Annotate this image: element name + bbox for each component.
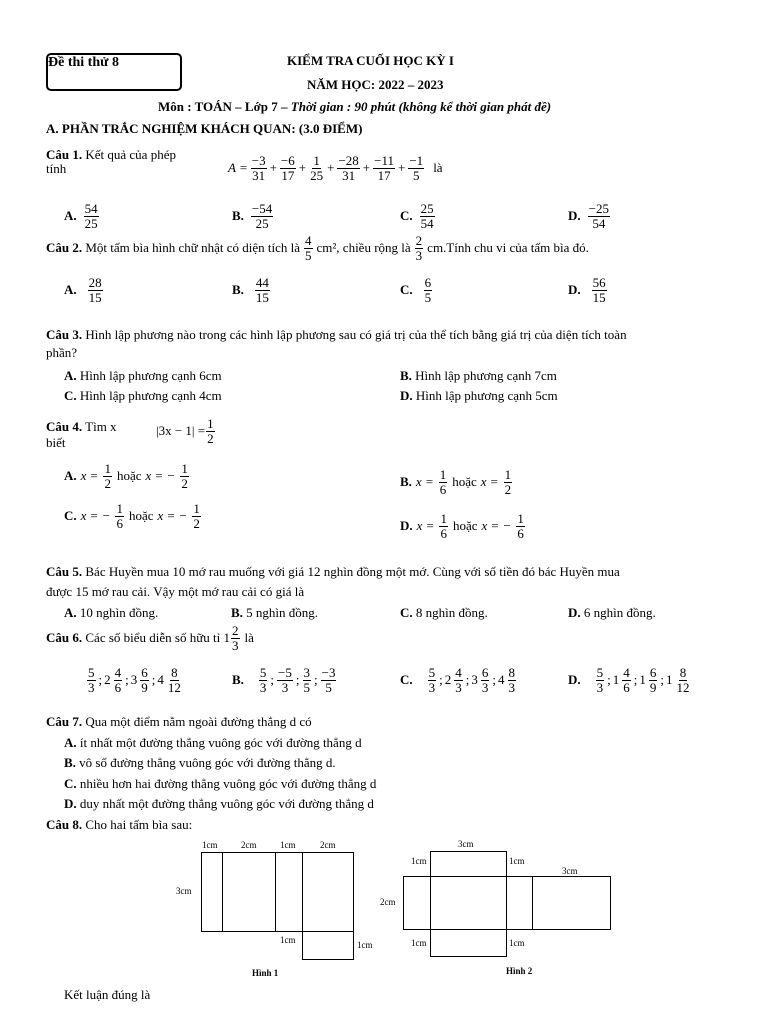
q6-item-fraction-num: 4 (455, 665, 462, 680)
q4-x1-fraction-den: 6 (440, 525, 447, 541)
q6-item-fraction-num: 5 (596, 665, 604, 680)
fig2-left-top-label: 1cm (411, 856, 427, 866)
q1-term-fraction (408, 154, 424, 182)
q2-option-fraction (88, 276, 103, 304)
q4-option-d[interactable] (400, 512, 526, 540)
q1-tail: là (433, 160, 443, 176)
q2-option-letter: B. (232, 282, 244, 298)
q4-x2-prefix: x = − (481, 518, 512, 534)
q7-option-a[interactable]: A. ít nhất một đường thẳng vuông góc với đường thẳng d (64, 735, 362, 750)
q1-text-line2: tính (46, 161, 67, 176)
q1-term-fraction-num: 1 (313, 153, 320, 168)
q4-eq-fraction: $\frac{1}{2}$ (207, 416, 214, 446)
q1-term-sign: + (362, 160, 371, 176)
q4-x2-fraction-num: 1 (517, 511, 524, 526)
q6-label: Câu 6. (46, 630, 83, 646)
q6-item-fraction-num: −5 (278, 665, 292, 680)
q1-option-letter: B. (232, 208, 244, 224)
q6-separator: ; (465, 672, 470, 688)
q6-item-fraction-den: 3 (259, 679, 267, 695)
q1-option-c[interactable] (400, 202, 436, 230)
q3-option-d[interactable]: D. Hình lập phương cạnh 5cm (400, 388, 558, 403)
q6-whole-part: 4 (157, 672, 164, 688)
fig2-face-right (506, 876, 533, 930)
q7-option-c[interactable]: C. nhiều hơn hai đường thẳng vuông góc với đường thẳng d (64, 776, 377, 791)
q5-question (46, 562, 620, 602)
q1-option-fraction-num: −25 (588, 201, 609, 216)
q6-item-fraction-den: 3 (481, 679, 489, 695)
q1-term-fraction-num: −3 (251, 153, 266, 168)
q7-label: Câu 7. (46, 714, 83, 729)
q6-whole-part: 3 (130, 672, 138, 688)
q6-item-fraction-den: 3 (508, 679, 516, 695)
q6-item-fraction (321, 666, 337, 694)
exam-year: NĂM HỌC: 2022 – 2023 (307, 77, 444, 92)
fig2-right-bottom-label: 1cm (509, 938, 525, 948)
q4-text1: Tìm x (85, 419, 117, 434)
section-a-heading: A. PHẦN TRẮC NGHIỆM KHÁCH QUAN: (3.0 ĐIỂM) (46, 121, 363, 136)
exam-label: Đề thi thử 8 (48, 55, 120, 70)
q4-x1-fraction-num: 1 (440, 511, 447, 526)
fig1-face-2 (222, 852, 276, 932)
q1-term-sign: + (269, 160, 277, 176)
q1-term-fraction-num: −6 (280, 153, 295, 168)
q6-item-fraction-num: 8 (679, 665, 687, 680)
q1-text-line1: Kết quả của phép (85, 147, 176, 162)
q6-item-fraction (454, 666, 463, 694)
fig2-side-label: 3cm (562, 866, 578, 876)
q4-question (46, 419, 117, 451)
q6-item-fraction (167, 666, 182, 694)
q6-item-fraction (87, 666, 96, 694)
q6-option-b[interactable] (232, 666, 337, 694)
q6-item-fraction (114, 666, 123, 694)
fig1-left-label: 3cm (176, 886, 192, 896)
q4-x1-fraction-den: 2 (104, 475, 111, 491)
q1-option-fraction-den: 25 (84, 215, 98, 231)
q6-whole-part: 2 (104, 672, 111, 688)
fig2-left-bottom-label: 1cm (411, 938, 427, 948)
q4-x1-fraction-num: 1 (439, 467, 447, 482)
q6-separator: ; (295, 672, 300, 688)
fig1-top-label-3: 1cm (280, 840, 296, 850)
q2-option-fraction-den: 15 (255, 289, 269, 305)
subject-prefix: Môn : TOÁN – Lớp 7 – (158, 99, 291, 114)
q6-item-fraction (622, 666, 631, 694)
q6-whole-part: 3 (471, 672, 478, 688)
q4-eq-lhs: |3x − 1| = (156, 423, 206, 439)
exam-title: KIỂM TRA CUỐI HỌC KỲ I (287, 53, 454, 68)
q1-expr-lhs: A = (228, 160, 248, 176)
q2-label: Câu 2. (46, 240, 83, 256)
fig2-caption: Hình 2 (506, 966, 533, 976)
q4-option-letter: D. (400, 518, 413, 534)
q1-option-fraction-den: 25 (255, 215, 269, 231)
q6-mixed-whole: 1 (223, 630, 230, 646)
q4-x2-fraction-den: 6 (517, 525, 524, 541)
q1-option-fraction (588, 202, 610, 230)
q4-label: Câu 4. (46, 419, 83, 434)
q1-option-b[interactable] (232, 202, 274, 230)
q4-x1-fraction (439, 468, 448, 496)
q2-option-fraction (592, 276, 607, 304)
fig1-top-label-1: 1cm (202, 840, 218, 850)
q1-term-fraction (373, 154, 395, 182)
q2-option-fraction (424, 276, 433, 304)
q2-text1: Một tấm bìa hình chữ nhật có diện tích là (85, 240, 301, 256)
q4-or-text: hoặc (452, 518, 478, 534)
q6-option-letter: D. (568, 672, 581, 688)
q1-term-sign: + (398, 160, 406, 176)
q6-item-fraction-den: 3 (596, 679, 604, 695)
q1-term-fraction-num: −28 (338, 153, 359, 168)
fig1-right-label: 1cm (357, 940, 373, 950)
q1-option-fraction (420, 202, 435, 230)
q6-whole-part: 1 (612, 672, 620, 688)
q6-separator: ; (633, 672, 638, 688)
q4-x2-prefix: x = − (157, 508, 188, 524)
q6-item-fraction-num: 6 (481, 665, 489, 680)
q1-option-d[interactable] (568, 202, 611, 230)
q4-x2-prefix: x = (480, 474, 499, 490)
q4-x1-fraction-num: 1 (104, 461, 111, 476)
q6-item-fraction-num: 8 (508, 665, 516, 680)
q6-item-fraction (428, 666, 437, 694)
fig1-bottom-label: 1cm (280, 935, 296, 945)
q6-whole-part: 2 (444, 672, 452, 688)
q4-equation (156, 417, 216, 445)
q6-separator: ; (660, 672, 665, 688)
q4-text2: biết (46, 435, 66, 450)
q3-label: Câu 3. (46, 327, 83, 342)
fig2-face-left (403, 876, 431, 930)
q5-option-b[interactable]: B. 5 nghìn đồng. (231, 605, 319, 620)
q6-whole-part: 4 (498, 672, 505, 688)
q2-text3: cm.Tính chu vi của tấm bìa đó. (427, 240, 589, 256)
q3-line2: phần? (46, 345, 78, 360)
q2-text2: cm², chiều rộng là (316, 240, 411, 256)
q6-item-fraction-den: 5 (325, 679, 332, 695)
q1-option-fraction-num: 25 (420, 201, 434, 216)
q6-item-fraction-num: 5 (428, 665, 436, 680)
q2-width-fraction: $\frac{2}{3}$ (415, 233, 423, 263)
q5-line1: Bác Huyền mua 10 mớ rau muống với giá 12 nghìn đồng một mớ. Cùng với số tiền đó bác Huyền mua (85, 564, 620, 579)
q4-x2-fraction-num: 1 (181, 461, 188, 476)
fig2-left-mid-label: 2cm (380, 897, 396, 907)
q6-item-fraction-den: 3 (88, 679, 95, 695)
q1-term-fraction (280, 154, 296, 182)
q4-x1-prefix: x = − (80, 508, 111, 524)
q6-item-fraction-den: 5 (303, 679, 311, 695)
q6-item-fraction-den: 12 (167, 679, 181, 695)
q2-option-b[interactable] (232, 276, 271, 304)
q2-option-fraction-num: 44 (255, 275, 269, 290)
q6-item-fraction-num: 5 (88, 665, 95, 680)
q6-mixed-fraction: $\frac{2}{3}$ (232, 623, 239, 653)
q4-option-b[interactable] (400, 468, 513, 496)
q6-option-a[interactable] (64, 666, 183, 694)
q6-separator: ; (151, 672, 156, 688)
q1-term-fraction (309, 154, 324, 182)
fig1-top-label-2: 2cm (241, 840, 257, 850)
q4-or-text: hoặc (128, 508, 154, 524)
q6-option-letter: C. (400, 672, 413, 688)
q6-item-fraction-num: 4 (623, 665, 630, 680)
q6-separator: ; (125, 672, 129, 688)
q6-item-fraction-den: 6 (623, 679, 630, 695)
q1-label: Câu 1. (46, 147, 83, 162)
q1-option-letter: A. (64, 208, 77, 224)
q2-option-letter: A. (64, 282, 77, 298)
q1-option-fraction (84, 202, 99, 230)
q8-conclusion: Kết luận đúng là (64, 987, 151, 1002)
q2-option-fraction-den: 15 (88, 289, 102, 305)
q7-option-d[interactable]: D. duy nhất một đường thẳng vuông góc với đường thẳng d (64, 796, 374, 811)
q6-item-fraction-den: 9 (141, 679, 148, 695)
q1-term-fraction-den: 31 (342, 167, 356, 183)
q5-label: Câu 5. (46, 564, 83, 579)
q6-separator: ; (98, 672, 103, 688)
q1-term-fraction-den: 5 (413, 167, 420, 183)
fig1-face-4 (302, 852, 354, 932)
q6-whole-part: 1 (666, 672, 673, 688)
q5-option-c[interactable]: C. 8 nghìn đồng. (400, 605, 488, 620)
q6-item-fraction (649, 666, 658, 694)
q1-term-fraction-num: −1 (409, 153, 424, 168)
q4-x1-prefix: x = (80, 468, 99, 484)
q1-option-fraction-num: 54 (84, 201, 98, 216)
q3-line1: Hình lập phương nào trong các hình lập phương sau có giá trị của thể tích bằng giá trị của diện tích toàn (85, 327, 627, 342)
q2-question (46, 234, 589, 262)
q6-item-fraction-num: 6 (649, 665, 657, 680)
q4-x1-fraction-num: 1 (116, 501, 123, 516)
q6-item-fraction-den: 6 (114, 679, 122, 695)
q7-option-b[interactable]: B. vô số đường thẳng vuông góc với đường thẳng d. (64, 755, 336, 770)
q4-x1-fraction (439, 512, 448, 540)
q1-option-fraction-den: 54 (592, 215, 606, 231)
q1-term-fraction-den: 31 (252, 167, 266, 183)
q6-text: Các số biểu diễn số hữu tỉ (85, 630, 221, 646)
q4-x2-prefix: x = − (145, 468, 176, 484)
q4-x1-prefix: x = (416, 518, 435, 534)
q6-question (46, 624, 254, 652)
q6-item-fraction-den: 12 (676, 679, 690, 695)
q4-x2-fraction (504, 468, 513, 496)
q6-item-fraction-num: 3 (303, 665, 311, 680)
q1-option-fraction-den: 54 (420, 215, 434, 231)
q6-tail: là (244, 630, 254, 646)
q4-x2-fraction-den: 2 (193, 515, 200, 531)
q4-x2-fraction-num: 1 (504, 467, 512, 482)
q4-option-a[interactable] (64, 462, 190, 490)
q4-x1-prefix: x = (415, 474, 434, 490)
q8-text: Cho hai tấm bìa sau: (85, 817, 193, 832)
q6-option-d[interactable] (568, 666, 692, 694)
fig1-top-label-4: 2cm (320, 840, 336, 850)
q1-term-fraction (251, 154, 267, 182)
q3-option-b[interactable]: B. Hình lập phương cạnh 7cm (400, 368, 557, 383)
q6-item-fraction-den: 3 (428, 679, 436, 695)
q8-label: Câu 8. (46, 817, 83, 832)
q6-separator: ; (492, 672, 497, 688)
q2-option-letter: D. (568, 282, 581, 298)
q1-expression (228, 154, 443, 182)
q6-item-fraction-den: 3 (455, 679, 462, 695)
fig2-top-face (430, 851, 507, 877)
fig2-bottom-face (430, 929, 507, 957)
q5-option-a[interactable]: A. 10 nghìn đồng. (64, 605, 159, 620)
q4-x2-fraction-num: 1 (193, 501, 200, 516)
q4-option-letter: B. (400, 474, 412, 490)
q5-option-d[interactable]: D. 6 nghìn đồng. (568, 605, 656, 620)
q4-or-text: hoặc (452, 474, 477, 490)
q6-item-fraction (596, 666, 605, 694)
q6-item-fraction-num: −3 (321, 665, 336, 680)
q4-x1-fraction-den: 6 (439, 481, 447, 497)
q6-separator: ; (439, 672, 443, 688)
q4-x2-fraction-den: 2 (504, 481, 512, 497)
q6-item-fraction-num: 6 (141, 665, 148, 680)
q2-option-fraction-num: 6 (424, 275, 432, 290)
q6-item-fraction (303, 666, 312, 694)
q3-option-c[interactable]: C. Hình lập phương cạnh 4cm (64, 388, 222, 403)
q8-question (46, 817, 192, 833)
q2-option-c[interactable] (400, 276, 433, 304)
q2-option-fraction-num: 56 (592, 275, 606, 290)
q6-item-fraction (481, 666, 490, 694)
q1-term-fraction-den: 17 (377, 167, 391, 183)
q4-x2-fraction (180, 462, 189, 490)
q1-option-letter: C. (400, 208, 413, 224)
q4-x2-fraction (516, 512, 525, 540)
q1-term-sign: + (298, 160, 307, 176)
q6-item-fraction (508, 666, 517, 694)
fig1-caption: Hình 1 (252, 968, 279, 978)
q6-item-fraction (277, 666, 293, 694)
q6-item-fraction (140, 666, 149, 694)
fig2-face-far-right (532, 876, 611, 930)
fig2-face-center (430, 876, 507, 930)
q6-separator: ; (314, 672, 318, 688)
q1-term-sign: + (327, 160, 335, 176)
q2-option-fraction-den: 15 (592, 289, 606, 305)
q4-x1-fraction-den: 6 (116, 515, 123, 531)
fig1-face-5 (302, 931, 354, 960)
fig2-top-label: 3cm (458, 839, 474, 849)
q1-option-a[interactable] (64, 202, 100, 230)
q3-option-a[interactable]: A. Hình lập phương cạnh 6cm (64, 368, 222, 383)
q4-x2-fraction (192, 502, 201, 530)
exam-subject (158, 99, 551, 115)
q6-item-fraction-num: 8 (171, 665, 178, 680)
fig2-right-top-label: 1cm (509, 856, 525, 866)
q4-x1-fraction (115, 502, 124, 530)
q6-option-letter: B. (232, 672, 244, 688)
q2-area-fraction: $\frac{4}{5}$ (305, 233, 312, 263)
q1-option-letter: D. (568, 208, 581, 224)
fig1-face-3 (275, 852, 303, 932)
q1-term-fraction-den: 25 (310, 167, 324, 183)
q6-separator: ; (607, 672, 611, 688)
q2-option-fraction-den: 5 (424, 289, 432, 305)
q2-option-d[interactable] (568, 276, 608, 304)
q2-option-fraction (255, 276, 270, 304)
q6-item-fraction (676, 666, 691, 694)
q6-option-c[interactable] (400, 666, 517, 694)
q4-or-text: hoặc (116, 468, 142, 484)
q1-option-fraction (251, 202, 273, 230)
q1-term-fraction-den: 17 (281, 167, 295, 183)
q7-question (46, 714, 312, 730)
q2-option-letter: C. (400, 282, 413, 298)
q1-term-fraction (337, 154, 359, 182)
q1-option-fraction-num: −54 (251, 201, 273, 216)
q3-question (46, 326, 627, 362)
q1-terms (250, 154, 425, 182)
subject-time: Thời gian : 90 phút (không kể thời gian phát đề) (290, 99, 552, 114)
q4-option-c[interactable] (64, 502, 202, 530)
q7-text: Qua một điểm nằm ngoài đường thẳng d có (85, 714, 312, 729)
q2-option-a[interactable] (64, 276, 104, 304)
q6-item-fraction-den: 3 (281, 679, 289, 695)
q4-x2-fraction-den: 2 (181, 475, 188, 491)
q6-item-fraction-num: 5 (259, 665, 267, 680)
q6-item-fraction-den: 9 (649, 679, 657, 695)
q4-option-letter: A. (64, 468, 77, 484)
q5-line2: được 15 mớ rau cải. Vậy một mớ rau cải có giá là (46, 584, 305, 599)
q6-whole-part: 1 (639, 672, 646, 688)
q6-item-fraction-num: 4 (114, 665, 122, 680)
q2-option-fraction-num: 28 (88, 275, 102, 290)
q1-text (46, 148, 176, 176)
q4-option-letter: C. (64, 508, 77, 524)
q6-item-fraction (259, 666, 268, 694)
q6-separator: ; (270, 672, 275, 688)
q4-x1-fraction (103, 462, 112, 490)
fig1-face-1 (201, 852, 223, 932)
q1-term-fraction-num: −11 (374, 153, 394, 168)
